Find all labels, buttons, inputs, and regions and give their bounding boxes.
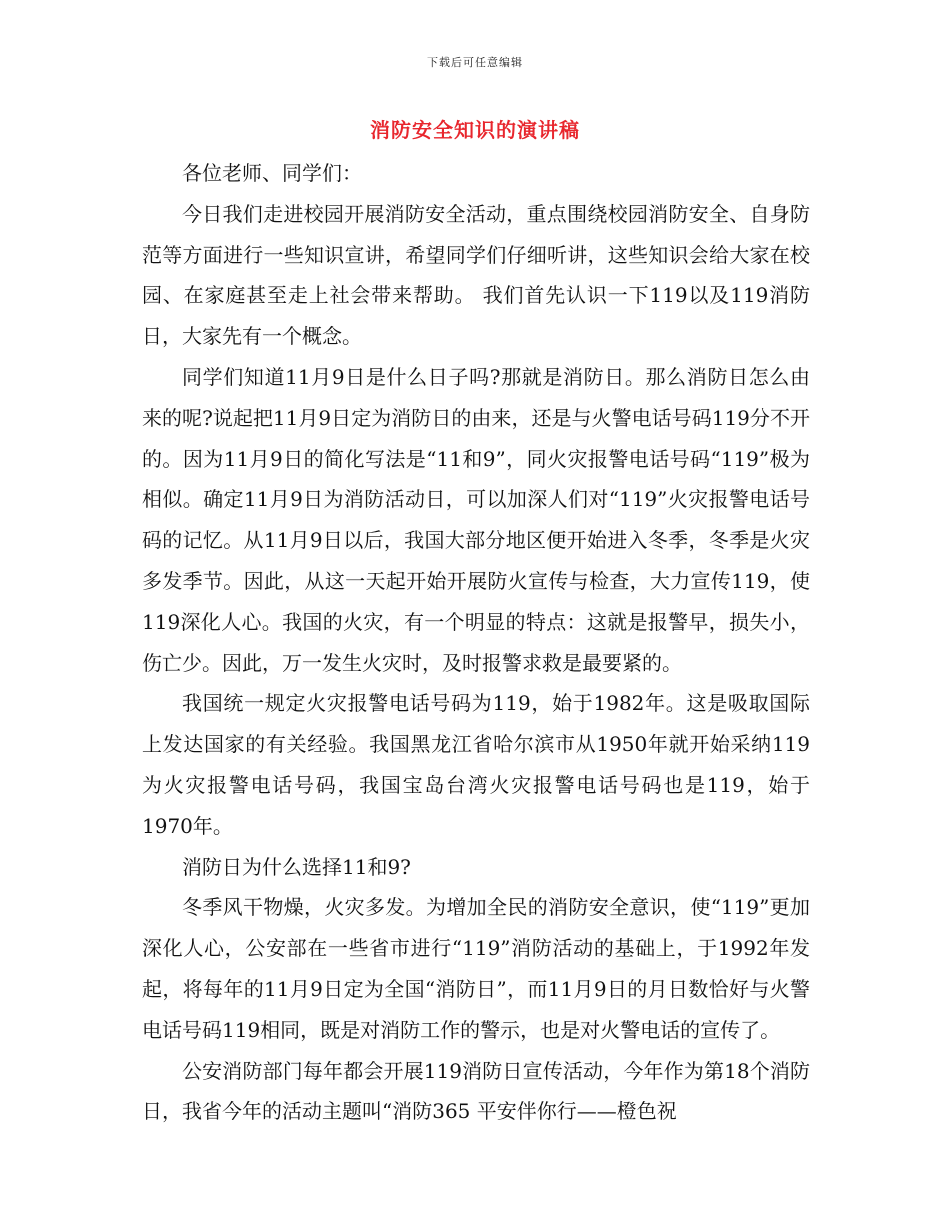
body-paragraph: 冬季风干物燥，火灾多发。为增加全民的消防安全意识，使“119”更加深化人心，公安部在一些省市进行“119”消防活动的基础上，于1992年发起，将每年的11月9日定为全国“消防日”，而11月9日的月日数恰好与火警电话号码119相同，既是对消防工作的警示，也是对火警电话的宣传了。 xyxy=(142,895,810,1042)
body-paragraph: 公安消防部门每年都会开展119消防日宣传活动，今年作为第18个消防日，我省今年的活动主题叫“消防365 平安伴你行——橙色祝 xyxy=(142,1058,810,1124)
document-title: 消防安全知识的演讲稿 xyxy=(370,118,580,142)
body-paragraph: 同学们知道11月9日是什么日子吗?那就是消防日。那么消防日怎么由来的呢?说起把11月9日定为消防日的由来，还是与火警电话号码119分不开的。因为11月9日的简化写法是“11和9”，同火灾报警电话号码“119”极为相似。确定11月9日为消防活动日，可以加深人们对“119”火灾报警电话号码的记忆。从11月9日以后，我国大部分地区便开始进入冬季，冬季是火灾多发季节。因此，从这一天起开始开展防火宣传与检查，大力宣传119，使 119深化人心。我国的火灾，有一个明显的特点：这就是报警早，损失小，伤亡少。因此，万一发生火灾时，及时报警求救是最要紧的。 xyxy=(142,364,810,675)
body-paragraph: 今日我们走进校园开展消防安全活动，重点围绕校园消防安全、自身防范等方面进行一些知识宣讲，希望同学们仔细听讲，这些知识会给大家在校园、在家庭甚至走上社会带来帮助。 我们首先认识一下119以及119消防日，大家先有一个概念。 xyxy=(142,201,810,349)
header-note: 下载后可任意编辑 xyxy=(427,56,523,69)
body-paragraph: 消防日为什么选择11和9? xyxy=(182,854,411,879)
salutation-paragraph: 各位老师、同学们： xyxy=(182,161,362,185)
body-paragraph: 我国统一规定火灾报警电话号码为119，始于1982年。这是吸取国际上发达国家的有关经验。我国黑龙江省哈尔滨市从1950年就开始采纳119为火灾报警电话号码，我国宝岛台湾火灾报警电话号码也是119，始于1970年。 xyxy=(142,691,810,838)
document-body xyxy=(142,153,810,1132)
